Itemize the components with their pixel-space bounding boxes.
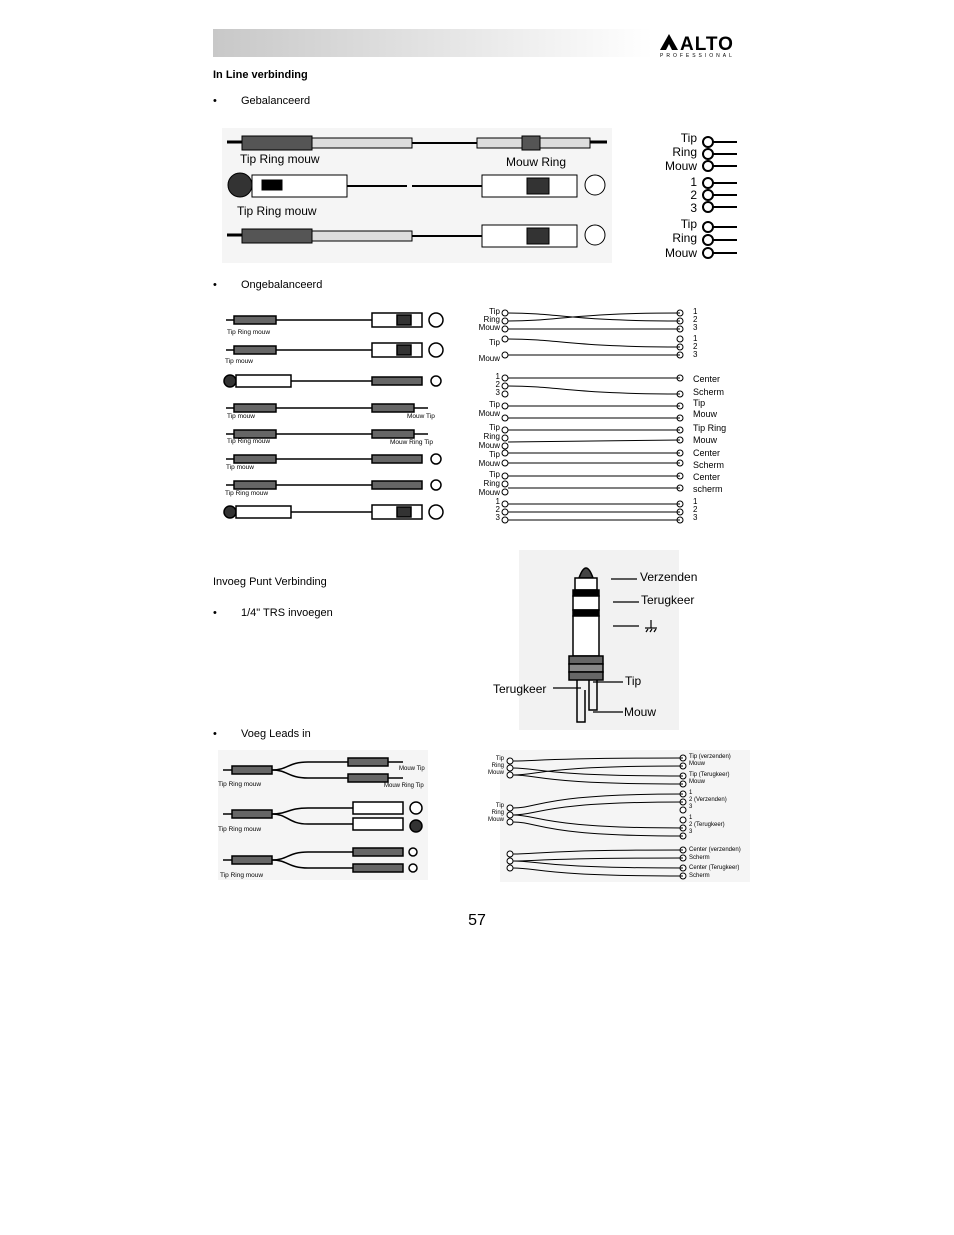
unbal-wire-left-2 xyxy=(470,335,500,367)
lead-wire-left-1-c: Mouw xyxy=(487,770,504,776)
lead-wire-right-13: Center (Terugkeer) xyxy=(689,865,740,871)
unbal-wire-right-3-b: Scherm xyxy=(693,387,725,397)
balanced-cable-label-3: Tip Ring mouw xyxy=(237,204,317,218)
unbal-wire-left-8 xyxy=(470,498,500,522)
trs-label-mouw: Mouw xyxy=(624,705,657,719)
unbalanced-cable-5 xyxy=(226,430,428,438)
unbal-wire-left-7-a: Tip xyxy=(489,470,500,479)
unbal-wire-left-1-c: Mouw xyxy=(478,323,500,332)
unbal-wire-left-4 xyxy=(470,400,500,418)
lead-wire-right-4: Mouw xyxy=(689,779,706,785)
trs-label-terugkeer: Terugkeer xyxy=(641,593,695,607)
balanced-pin-1: Tip xyxy=(680,131,697,145)
unbalanced-cable-7 xyxy=(226,480,441,490)
trs-label-tip: Tip xyxy=(625,674,642,688)
unbal-wire-right-2-c: 3 xyxy=(693,350,698,359)
header-bar xyxy=(213,29,653,57)
unbal-wire-right-6 xyxy=(693,447,724,471)
unbal-wire-left-3-b: 2 xyxy=(495,380,500,389)
balanced-pin-2: Ring xyxy=(672,145,697,159)
balanced-pin-5: 2 xyxy=(690,188,697,202)
unbal-wire-right-2-b: 2 xyxy=(693,342,698,351)
unbal-wire-right-2 xyxy=(693,335,697,359)
insert-title: Invoeg Punt Verbinding xyxy=(213,576,327,588)
unbal-wire-right-1-c: 3 xyxy=(693,323,698,332)
unbal-wire-right-5-b: Mouw xyxy=(693,435,718,445)
lead-wire-right-7: 3 xyxy=(689,804,693,810)
trs-label: • 1/4" TRS invoegen xyxy=(241,607,333,619)
unbal-wire-right-3-a: Center xyxy=(693,374,721,384)
insert-leads-wiring xyxy=(500,750,693,882)
lead-wire-right-14: Scherm xyxy=(689,873,710,879)
lead-wire-right-5: 1 xyxy=(689,790,693,796)
unbal-wire-right-8 xyxy=(693,498,697,522)
inline-title: In Line verbinding xyxy=(213,69,308,81)
unbal-wire-right-6-b: Scherm xyxy=(693,460,725,470)
unbal-cable-2-left: Tip mouw xyxy=(225,358,253,365)
lead-wire-left-2-c: Mouw xyxy=(487,817,504,823)
unbal-wire-right-4 xyxy=(693,398,717,420)
unbal-wire-left-1 xyxy=(470,308,500,332)
unbal-wire-right-2-a: 1 xyxy=(693,334,698,343)
unbal-wire-left-4-b: Mouw xyxy=(478,409,500,418)
balanced-pin-9: Mouw xyxy=(664,246,697,260)
lead-cable-1-top: Mouw Tip xyxy=(399,766,425,772)
unbal-wire-left-6 xyxy=(470,450,500,468)
lead-cable-1-label: Tip Ring mouw xyxy=(218,781,262,788)
lead-wire-right-8: 1 xyxy=(689,815,693,821)
trs-label-verzenden: Verzenden xyxy=(640,570,698,584)
lead-wire-right-6: 2 (Verzenden) xyxy=(689,797,727,803)
unbal-wire-right-5 xyxy=(693,422,726,446)
unbal-wire-left-5-b: Ring xyxy=(483,432,500,441)
unbal-wire-left-3 xyxy=(470,373,500,397)
lead-cable-1-bottom: Mouw Ring Tip xyxy=(384,783,424,789)
unbalanced-cable-3 xyxy=(224,375,441,387)
unbalanced-label: • Ongebalanceerd xyxy=(241,279,322,291)
unbal-wire-right-4-a: Tip xyxy=(693,398,706,408)
lead-wire-left-2-b: Ring xyxy=(491,810,504,816)
unbal-wire-left-1-b: Ring xyxy=(483,315,500,324)
unbal-wire-left-8-a: 1 xyxy=(495,497,500,506)
lead-wire-right-2: Mouw xyxy=(689,761,706,767)
insert-leads-cables xyxy=(218,750,428,880)
unbal-wire-left-5-a: Tip xyxy=(489,423,500,432)
balanced-label: • Gebalanceerd xyxy=(241,95,310,107)
unbal-wire-left-7 xyxy=(470,470,500,497)
lead-wire-right-3: Tip (Terugkeer) xyxy=(689,772,730,778)
lead-cable-3-label: Tip Ring mouw xyxy=(220,872,264,879)
unbal-cable-5-right: Mouw Ring Tip xyxy=(390,439,433,446)
lead-wire-left-2-a: Tip xyxy=(495,803,504,809)
unbal-wire-right-6-a: Center xyxy=(693,448,721,458)
unbal-wire-left-4-a: Tip xyxy=(489,400,500,409)
unbal-wire-left-5-c: Mouw xyxy=(478,441,500,450)
unbal-wire-right-7-a: Center xyxy=(693,472,721,482)
unbalanced-cable-2 xyxy=(226,343,443,357)
lead-wire-right-10: 3 xyxy=(689,829,693,835)
lead-wire-right-11: Center (verzenden) xyxy=(689,847,741,853)
unbalanced-cable-1 xyxy=(226,313,443,327)
lead-wire-left-1-a: Tip xyxy=(495,756,504,762)
unbal-wire-right-8-a: 1 xyxy=(693,497,698,506)
unbal-wire-right-1-b: 2 xyxy=(693,315,698,324)
balanced-cable-label-1: Tip Ring mouw xyxy=(240,152,320,166)
logo-subtext: PROFESSIONAL xyxy=(660,53,735,59)
unbal-wire-left-8-b: 2 xyxy=(495,505,500,514)
balanced-cable-label-2: Mouw Ring xyxy=(506,155,567,169)
unbal-wire-left-6-a: Tip xyxy=(489,450,500,459)
trs-label-terugkeer-2: Terugkeer xyxy=(493,682,547,696)
unbal-wire-left-2-b: Mouw xyxy=(478,354,500,363)
unbal-cable-5-left: Tip Ring mouw xyxy=(227,438,271,445)
balanced-pin-8: Ring xyxy=(672,231,697,245)
logo-text: ALTO xyxy=(680,34,734,55)
unbal-cable-4-left: Tip mouw xyxy=(227,413,255,420)
unbal-wire-left-3-c: 3 xyxy=(495,388,500,397)
unbal-wire-left-8-c: 3 xyxy=(495,513,500,522)
unbal-cable-7-left: Tip Ring mouw xyxy=(225,490,269,497)
unbal-wire-left-1-a: Tip xyxy=(489,307,500,316)
unbalanced-cable-6 xyxy=(226,454,441,464)
unbal-cable-1-left: Tip Ring mouw xyxy=(227,329,271,336)
unbal-cable-4-right: Mouw Tip xyxy=(407,413,435,420)
unbalanced-wiring xyxy=(500,308,690,524)
unbalanced-cable-8 xyxy=(224,505,443,519)
balanced-pin-markers xyxy=(703,137,737,258)
unbalanced-cable-4 xyxy=(226,404,428,412)
unbal-wire-left-3-a: 1 xyxy=(495,372,500,381)
unbal-wire-right-4-b: Mouw xyxy=(693,409,718,419)
unbal-wire-right-7 xyxy=(693,471,723,495)
page-number: 57 xyxy=(468,912,486,929)
unbal-wire-right-1 xyxy=(693,308,697,332)
unbal-cable-6-left: Tip mouw xyxy=(226,464,254,471)
unbal-wire-right-8-b: 2 xyxy=(693,505,698,514)
unbal-wire-right-8-c: 3 xyxy=(693,513,698,522)
alto-logo xyxy=(658,32,748,58)
unbal-wire-left-7-c: Mouw xyxy=(478,488,500,497)
unbal-wire-left-5 xyxy=(470,423,500,450)
unbal-wire-right-1-a: 1 xyxy=(693,307,698,316)
lead-wire-left-2 xyxy=(480,803,504,824)
lead-wire-left-1-b: Ring xyxy=(491,763,504,769)
unbal-wire-right-7-b: scherm xyxy=(693,484,723,494)
lead-wire-left-1 xyxy=(480,756,504,777)
lead-wire-right-1: Tip (verzenden) xyxy=(689,754,731,760)
balanced-pin-3: Mouw xyxy=(664,159,697,173)
balanced-pin-6: 3 xyxy=(690,201,697,215)
lead-wire-right-9: 2 (Terugkeer) xyxy=(689,822,725,828)
unbal-wire-right-3 xyxy=(693,373,724,399)
lead-wire-right-12: Scherm xyxy=(689,855,710,861)
balanced-pin-4: 1 xyxy=(690,175,697,189)
unbal-wire-left-2-a: Tip xyxy=(489,338,500,347)
balanced-pin-7: Tip xyxy=(680,217,697,231)
leads-label: • Voeg Leads in xyxy=(241,728,311,740)
unbal-wire-left-6-b: Mouw xyxy=(478,459,500,468)
lead-cable-2-label: Tip Ring mouw xyxy=(218,826,262,833)
unbal-wire-right-5-a: Tip Ring xyxy=(693,423,727,433)
unbal-wire-left-7-b: Ring xyxy=(483,479,500,488)
